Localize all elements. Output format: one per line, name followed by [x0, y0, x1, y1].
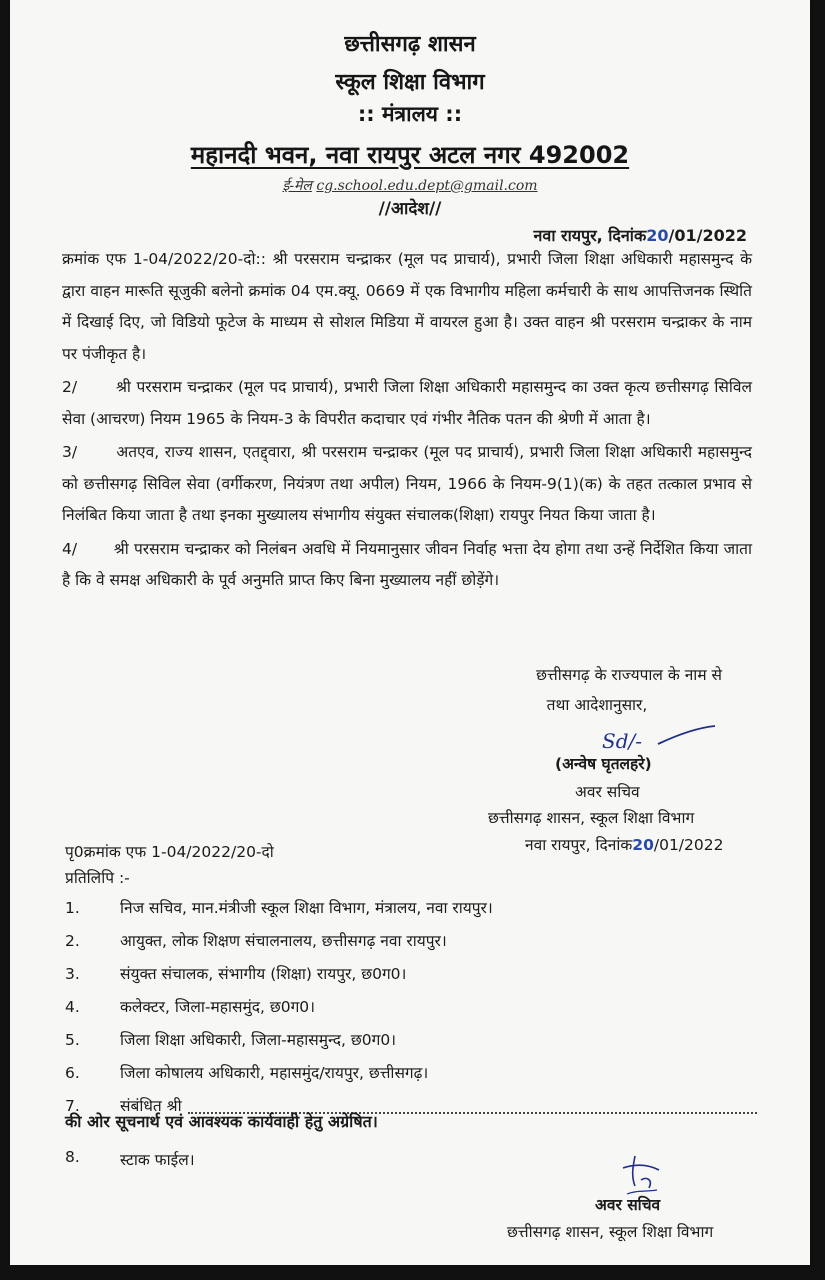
list-item-number: 4.: [65, 998, 80, 1016]
signatory-name: (अन्वेष घृतलहरे): [555, 755, 652, 773]
copy-list: [65, 892, 765, 1123]
list-item-number: 6.: [65, 1064, 80, 1082]
header-ministry: :: मंत्रालय ::: [357, 102, 463, 126]
order-body: [62, 244, 757, 599]
document-page: [10, 0, 810, 1265]
list-item-number: 5.: [65, 1031, 80, 1049]
order-title: //आदेश//: [378, 199, 442, 219]
list-item-text: आयुक्त, लोक शिक्षण संचालनालय, छत्तीसगढ़ नवा रायपुर।: [120, 932, 447, 950]
email-label: ई-मेल: [282, 178, 312, 194]
list-item-text: संयुक्त संचालक, संभागीय (शिक्षा) रायपुर, छ0ग0।: [120, 965, 407, 983]
list-item-text: संबंधित श्री: [120, 1097, 182, 1115]
signatory-date-day: 20: [632, 836, 654, 854]
header-department: स्कूल शिक्षा विभाग: [335, 70, 485, 95]
list-item-number: 7.: [65, 1097, 80, 1115]
paragraph-1: क्रमांक एफ 1-04/2022/20-दो:: श्री परसराम चन्द्राकर (मूल पद प्राचार्य), प्रभारी जिला शिक्षा अधिकारी महासमुन्द के द्वारा वाहन मारूति सूजुकी बलेनो क्रमांक 04 एम.क्यू. 0669 में एक विभागीय महिला कर्मचारी के साथ आपत्तिजनक स्थिति में दिखाई दिए, जो विडियो फूटेज के माध्यम से सोशल मिडिया में वायरल हुआ है। उक्त वाहन श्री परसराम चन्द्राकर के नाम पर पंजीकृत है।: [62, 250, 752, 363]
paragraph-4: 4/ श्री परसराम चन्द्राकर को निलंबन अवधि में नियमानुसार जीवन निर्वाह भत्ता देय होगा तथा उन्हें निर्देशित किया जाता है कि वे समक्ष अधिकारी के पूर्व अनुमति प्राप्त किए बिना मुख्यालय नहीं छोड़ेंगे।: [62, 539, 757, 589]
list-item: [65, 1024, 765, 1057]
header-government: छत्तीसगढ़ शासन: [344, 32, 476, 57]
forward-note: की ओर सूचनार्थ एवं आवश्यक कार्यवाही हेतु अग्रेषित।: [65, 1112, 378, 1131]
list-item: [65, 925, 765, 958]
signature-sd-text: Sd/-: [602, 729, 642, 753]
copy-label: प्रतिलिपि :-: [65, 869, 130, 887]
authority-line-2: तथा आदेशानुसार,: [546, 696, 648, 714]
endorsement-designation: अवर सचिव: [595, 1196, 661, 1214]
list-item-number: 1.: [65, 899, 80, 917]
email-address[interactable]: cg.school.edu.dept@gmail.com: [316, 178, 538, 194]
list-item-text: जिला कोषालय अधिकारी, महासमुंद/रायपुर, छत्तीसगढ़।: [120, 1064, 429, 1082]
signatory-designation: अवर सचिव: [575, 783, 640, 801]
list-item: [65, 1148, 195, 1170]
order-date-day: 20: [646, 226, 669, 245]
list-item-number: 2.: [65, 932, 80, 950]
order-date-prefix: नवा रायपुर, दिनांक: [533, 226, 647, 245]
list-item: [65, 991, 765, 1024]
list-item-text: निज सचिव, मान.मंत्रीजी स्कूल शिक्षा विभाग, मंत्रालय, नवा रायपुर।: [120, 899, 493, 917]
signatory-date-rest: /01/2022: [653, 836, 724, 854]
list-item-text: स्टाक फाईल।: [120, 1151, 195, 1169]
header-email: [10, 176, 810, 195]
header-address: [10, 138, 810, 171]
signatory-department: छत्तीसगढ़ शासन, स्कूल शिक्षा विभाग: [488, 809, 695, 827]
endorsement-department: छत्तीसगढ़ शासन, स्कूल शिक्षा विभाग: [507, 1223, 714, 1241]
order-date: [534, 224, 747, 246]
signatory-date-prefix: नवा रायपुर, दिनांक: [525, 836, 633, 854]
authority-block: [472, 660, 722, 720]
header-address-text: महानदी भवन, नवा रायपुर अटल नगर 492002: [190, 141, 630, 169]
list-item-text: कलेक्टर, जिला-महासमुंद, छ0ग0।: [120, 998, 316, 1016]
paragraph-3: 3/ अतएव, राज्य शासन, एतद्द्वारा, श्री परसराम चन्द्राकर (मूल पद प्राचार्य), प्रभारी जिला शिक्षा अधिकारी महासमुन्द को छत्तीसगढ़ सिविल सेवा (वर्गीकरण, नियंत्रण तथा अपील) नियम, 1966 के नियम-9(1)(क) के तहत तत्काल प्रभाव से निलंबित किया जाता है तथा इनका मुख्यालय संभागीय संयुक्त संचालक(शिक्षा) रायपुर नियत किया जाता है।: [62, 443, 757, 524]
signatory-date: [525, 833, 723, 855]
list-item: [65, 1057, 765, 1090]
paragraph-2: 2/ श्री परसराम चन्द्राकर (मूल पद प्राचार्य), प्रभारी जिला शिक्षा अधिकारी महासमुन्द का उक्त कृत्य छत्तीसगढ़ सिविल सेवा (आचरण) नियम 1965 के नियम-3 के विपरीत कदाचार एवं गंभीर नैतिक पतन की श्रेणी में आता है।: [62, 378, 757, 428]
order-date-rest: /01/2022: [668, 226, 747, 245]
list-item: [65, 958, 765, 991]
list-item-text: जिला शिक्षा अधिकारी, जिला-महासमुन्द, छ0ग0।: [120, 1031, 397, 1049]
list-item-number: 3.: [65, 965, 80, 983]
list-item-number: 8.: [65, 1148, 80, 1166]
authority-line-1: छत्तीसगढ़ के राज्यपाल के नाम से: [536, 666, 722, 684]
endorsement-number: पृ0क्रमांक एफ 1-04/2022/20-दो: [65, 843, 274, 861]
list-item: [65, 892, 765, 925]
